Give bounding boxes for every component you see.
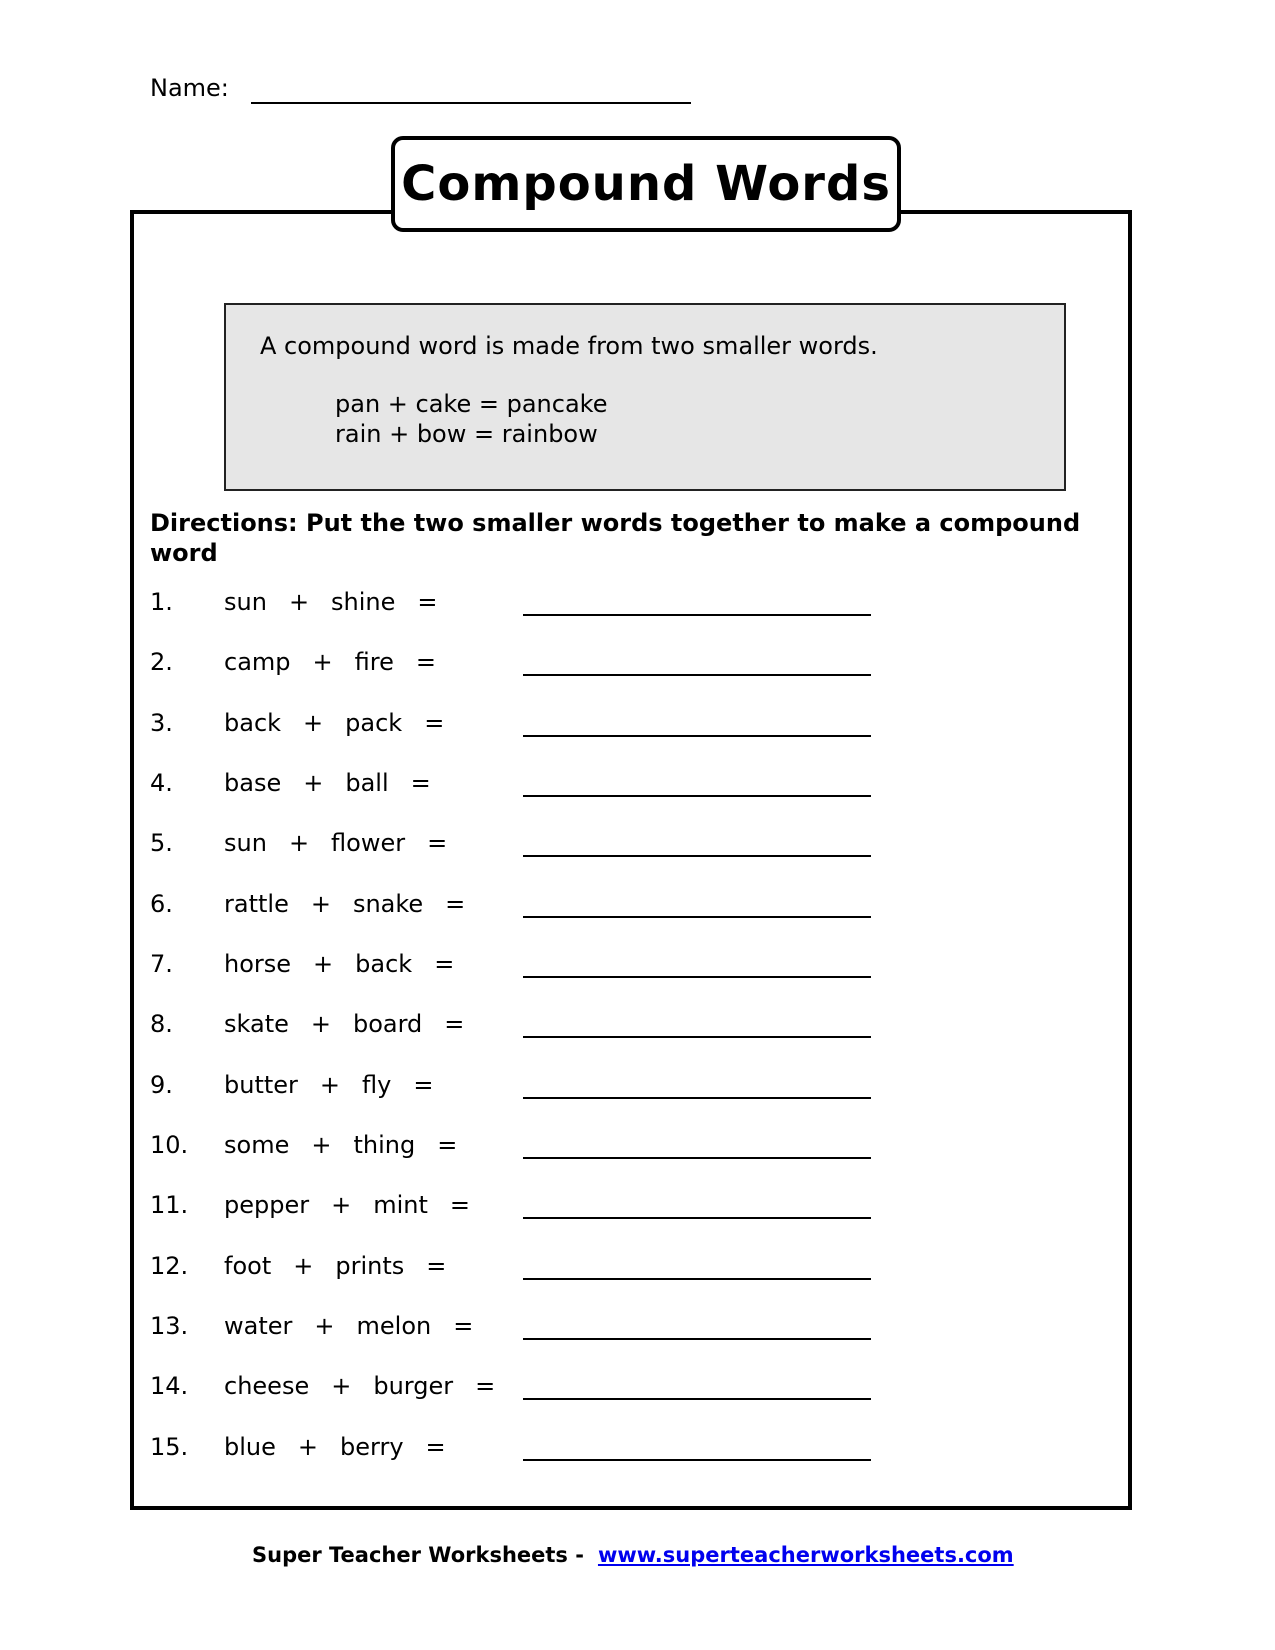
example-1: pan + cake = pancake <box>335 390 608 418</box>
first-word: cheese <box>224 1372 310 1400</box>
equals-sign: = <box>426 1252 447 1280</box>
problem-equation <box>224 887 465 921</box>
problem-number: 1. <box>150 588 173 616</box>
second-word: shine <box>331 588 396 616</box>
worksheet-title <box>391 136 901 232</box>
problem-equation <box>224 1068 433 1102</box>
problem-number: 12. <box>150 1252 189 1280</box>
second-word: thing <box>353 1131 416 1159</box>
equals-sign: = <box>417 588 438 616</box>
equals-sign: = <box>449 1191 470 1219</box>
plus-sign: + <box>314 1312 335 1340</box>
first-word: water <box>224 1312 293 1340</box>
plus-sign: + <box>319 1071 341 1099</box>
answer-blank[interactable] <box>523 614 871 616</box>
problem-number: 5. <box>150 829 173 857</box>
problem-equation <box>224 645 436 679</box>
problem-number: 9. <box>150 1071 173 1099</box>
equals-sign: = <box>424 709 445 737</box>
plus-sign: + <box>303 769 324 797</box>
problem-equation <box>224 1007 464 1041</box>
first-word: pepper <box>224 1191 310 1219</box>
equals-sign: = <box>434 950 455 978</box>
second-word: pack <box>345 709 403 737</box>
second-word: mint <box>373 1191 428 1219</box>
plus-sign: + <box>297 1433 318 1461</box>
second-word: snake <box>352 890 424 918</box>
definition-box <box>224 303 1066 491</box>
problem-equation <box>224 1249 446 1283</box>
plus-sign: + <box>312 648 333 676</box>
plus-sign: + <box>303 709 324 737</box>
footer-link[interactable]: www.superteacherworksheets.com <box>597 1543 1014 1567</box>
definition-text: A compound word is made from two smaller words. <box>260 332 878 360</box>
first-word: base <box>224 769 282 797</box>
directions-text: Directions: Put the two smaller words together to make a compound word <box>150 509 1081 567</box>
second-word: berry <box>340 1433 404 1461</box>
answer-blank[interactable] <box>523 916 871 918</box>
first-word: skate <box>224 1010 289 1038</box>
second-word: board <box>352 1010 423 1038</box>
problem-number: 15. <box>150 1433 189 1461</box>
plus-sign: + <box>331 1372 352 1400</box>
problem-number: 7. <box>150 950 173 978</box>
answer-blank[interactable] <box>523 674 871 676</box>
second-word: melon <box>356 1312 432 1340</box>
second-word: prints <box>335 1252 405 1280</box>
plus-sign: + <box>288 829 310 857</box>
equals-sign: = <box>413 1071 434 1099</box>
answer-blank[interactable] <box>523 1459 871 1461</box>
plus-sign: + <box>331 1191 352 1219</box>
problem-number: 11. <box>150 1191 189 1219</box>
plus-sign: + <box>310 890 331 918</box>
equals-sign: = <box>453 1312 474 1340</box>
first-word: foot <box>224 1252 272 1280</box>
problem-number: 6. <box>150 890 173 918</box>
second-word: flower <box>331 829 406 857</box>
equals-sign: = <box>445 890 466 918</box>
first-word: camp <box>224 648 291 676</box>
equals-sign: = <box>444 1010 465 1038</box>
first-word: some <box>224 1131 290 1159</box>
first-word: rattle <box>224 890 289 918</box>
answer-blank[interactable] <box>523 855 871 857</box>
second-word: back <box>355 950 413 978</box>
example-2: rain + bow = rainbow <box>335 420 598 448</box>
answer-blank[interactable] <box>523 735 871 737</box>
answer-blank[interactable] <box>523 976 871 978</box>
equals-sign: = <box>410 769 431 797</box>
first-word: back <box>224 709 282 737</box>
equals-sign: = <box>425 1433 446 1461</box>
second-word: fire <box>354 648 394 676</box>
equals-sign: = <box>415 648 436 676</box>
first-word: blue <box>224 1433 276 1461</box>
footer <box>252 1543 1014 1567</box>
first-word: butter <box>224 1071 298 1099</box>
problem-number: 4. <box>150 769 173 797</box>
problem-equation <box>224 826 447 860</box>
plus-sign: + <box>288 588 310 616</box>
answer-blank[interactable] <box>523 1398 871 1400</box>
problem-equation <box>224 1188 470 1222</box>
second-word: burger <box>373 1372 454 1400</box>
plus-sign: + <box>310 1010 331 1038</box>
plus-sign: + <box>313 950 334 978</box>
problem-number: 13. <box>150 1312 189 1340</box>
first-word: horse <box>224 950 292 978</box>
problem-equation <box>224 1309 473 1343</box>
answer-blank[interactable] <box>523 1097 871 1099</box>
footer-brand: Super Teacher Worksheets - <box>252 1543 584 1567</box>
problem-equation <box>224 585 438 619</box>
problem-number: 10. <box>150 1131 189 1159</box>
answer-blank[interactable] <box>523 1157 871 1159</box>
second-word: ball <box>345 769 389 797</box>
name-label: Name: <box>150 74 229 102</box>
equals-sign: = <box>475 1372 496 1400</box>
equals-sign: = <box>427 829 448 857</box>
problem-equation <box>224 1369 495 1403</box>
problem-equation <box>224 947 454 981</box>
name-blank-line[interactable] <box>251 72 691 104</box>
answer-blank[interactable] <box>523 1217 871 1219</box>
problem-equation <box>224 706 444 740</box>
equals-sign: = <box>437 1131 458 1159</box>
first-word: sun <box>224 588 267 616</box>
problem-equation <box>224 766 431 800</box>
plus-sign: + <box>311 1131 332 1159</box>
first-word: sun <box>224 829 267 857</box>
problem-number: 3. <box>150 709 173 737</box>
problem-equation <box>224 1128 457 1162</box>
answer-blank[interactable] <box>523 1338 871 1340</box>
plus-sign: + <box>293 1252 314 1280</box>
problem-equation <box>224 1430 446 1464</box>
answer-blank[interactable] <box>523 1278 871 1280</box>
second-word: fly <box>362 1071 392 1099</box>
problem-number: 14. <box>150 1372 189 1400</box>
answer-blank[interactable] <box>523 1036 871 1038</box>
problem-number: 8. <box>150 1010 173 1038</box>
title-text: Compound Words <box>401 156 891 212</box>
name-field-row <box>150 72 691 104</box>
answer-blank[interactable] <box>523 795 871 797</box>
problem-number: 2. <box>150 648 173 676</box>
